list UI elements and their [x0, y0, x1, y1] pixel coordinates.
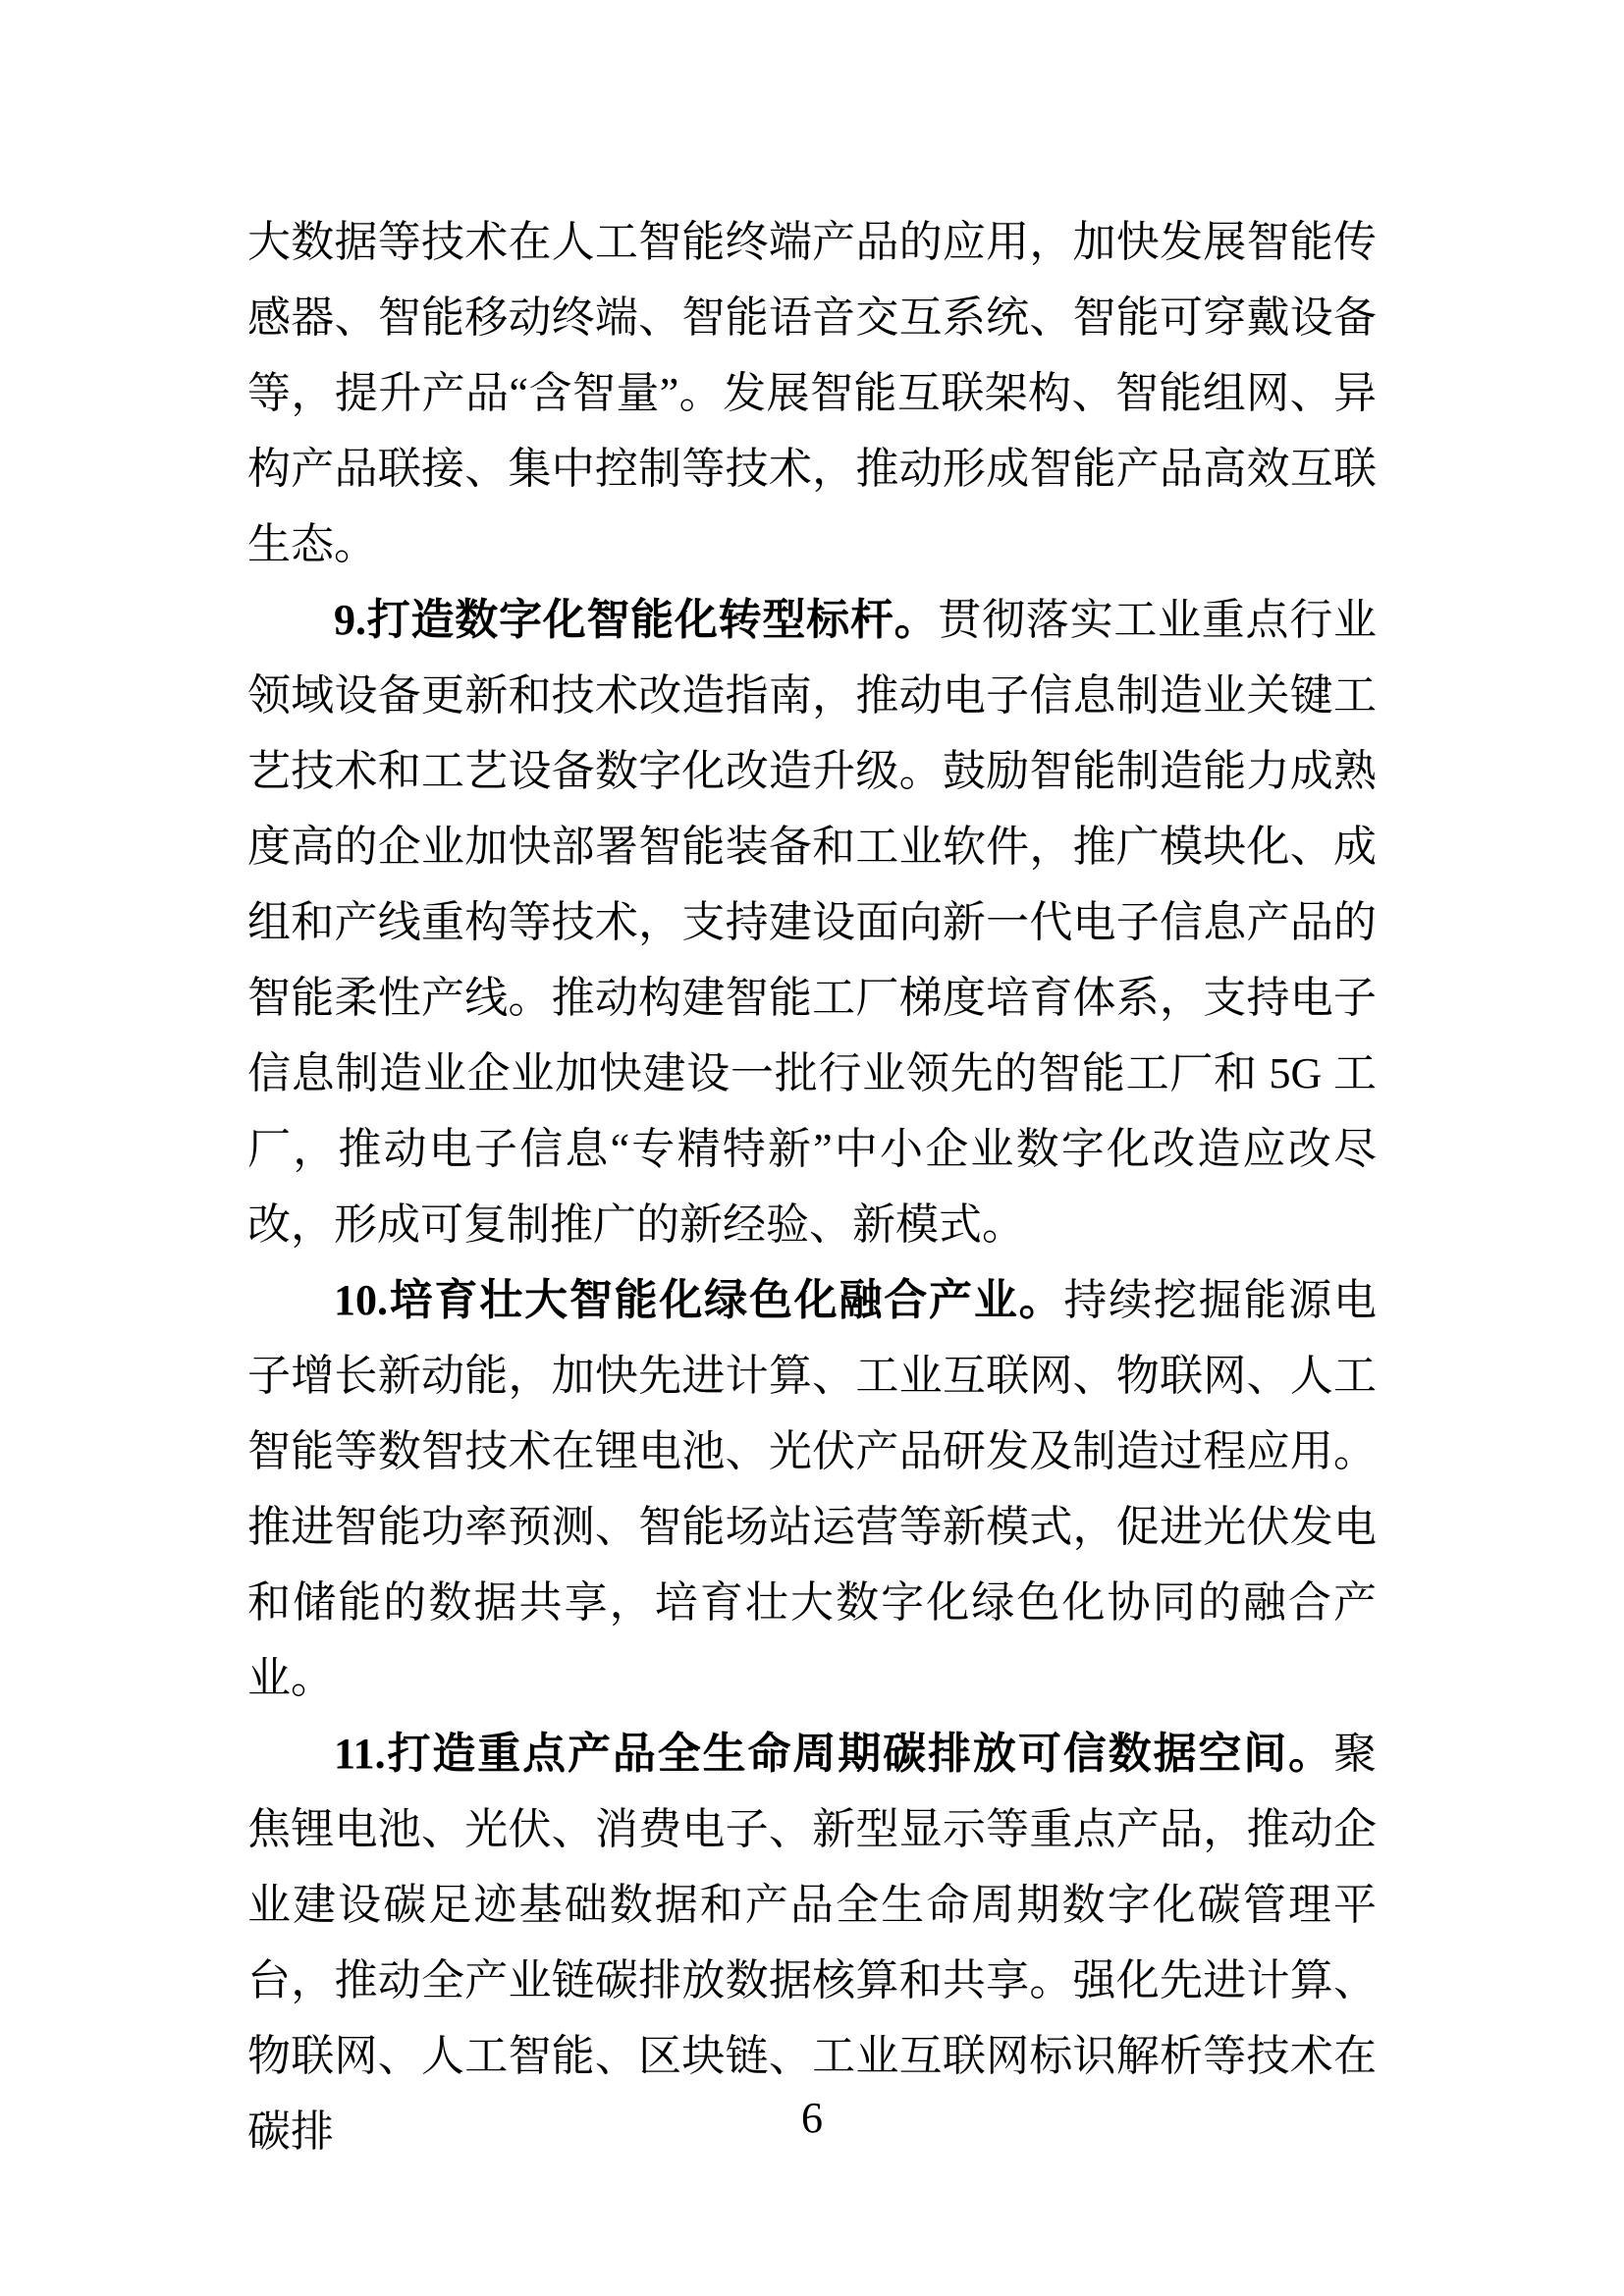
page-number: 6: [801, 2094, 823, 2142]
paragraph-section-9: [247, 582, 1377, 1262]
section-11-heading: 11.打造重点产品全生命周期碳排放可信数据空间。: [334, 1730, 1333, 1778]
paragraph-body: 大数据等技术在人工智能终端产品的应用，加快发展智能传感器、智能移动终端、智能语音交互系统、智能可穿戴设备等，提升产品“含智量”。发展智能互联架构、智能组网、异构产品联接、集中控制等技术，推动形成智能产品高效互联生态。: [247, 218, 1377, 568]
paragraph-body: 聚焦锂电池、光伏、消费电子、新型显示等重点产品，推动企业建设碳足迹基础数据和产品全生命周期数字化碳管理平台，推动全产业链碳排放数据核算和共享。强化先进计算、物联网、人工智能、区块链、工业互联网标识解析等技术在碳排: [247, 1730, 1377, 2156]
section-9-heading: 9.打造数字化智能化转型标杆。: [334, 596, 939, 644]
section-10-heading: 10.培育壮大智能化绿色化融合产业。: [334, 1276, 1064, 1324]
page-footer: [0, 2094, 1624, 2142]
paragraph-body: 持续挖掘能源电子增长新动能，加快先进计算、工业互联网、物联网、人工智能等数智技术在锂电池、光伏产品研发及制造过程应用。推进智能功率预测、智能场站运营等新模式，促进光伏发电和储能的数据共享，培育壮大数字化绿色化协同的融合产业。: [247, 1276, 1378, 1702]
paragraph-body: 贯彻落实工业重点行业领域设备更新和技术改造指南，推动电子信息制造业关键工艺技术和工艺设备数字化改造升级。鼓励智能制造能力成熟度高的企业加快部署智能装备和工业软件，推广模块化、成组和产线重构等技术，支持建设面向新一代电子信息产品的智能柔性产线。推动构建智能工厂梯度培育体系，支持电子信息制造业企业加快建设一批行业领先的智能工厂和 5G 工厂，推动电子信息“专精特新”中小企业数字化改造应改尽改，形成可复制推广的新经验、新模式。: [247, 596, 1378, 1249]
paragraph-continuation: [247, 204, 1377, 582]
paragraph-section-10: [247, 1262, 1377, 1716]
text-block: [247, 204, 1377, 2169]
